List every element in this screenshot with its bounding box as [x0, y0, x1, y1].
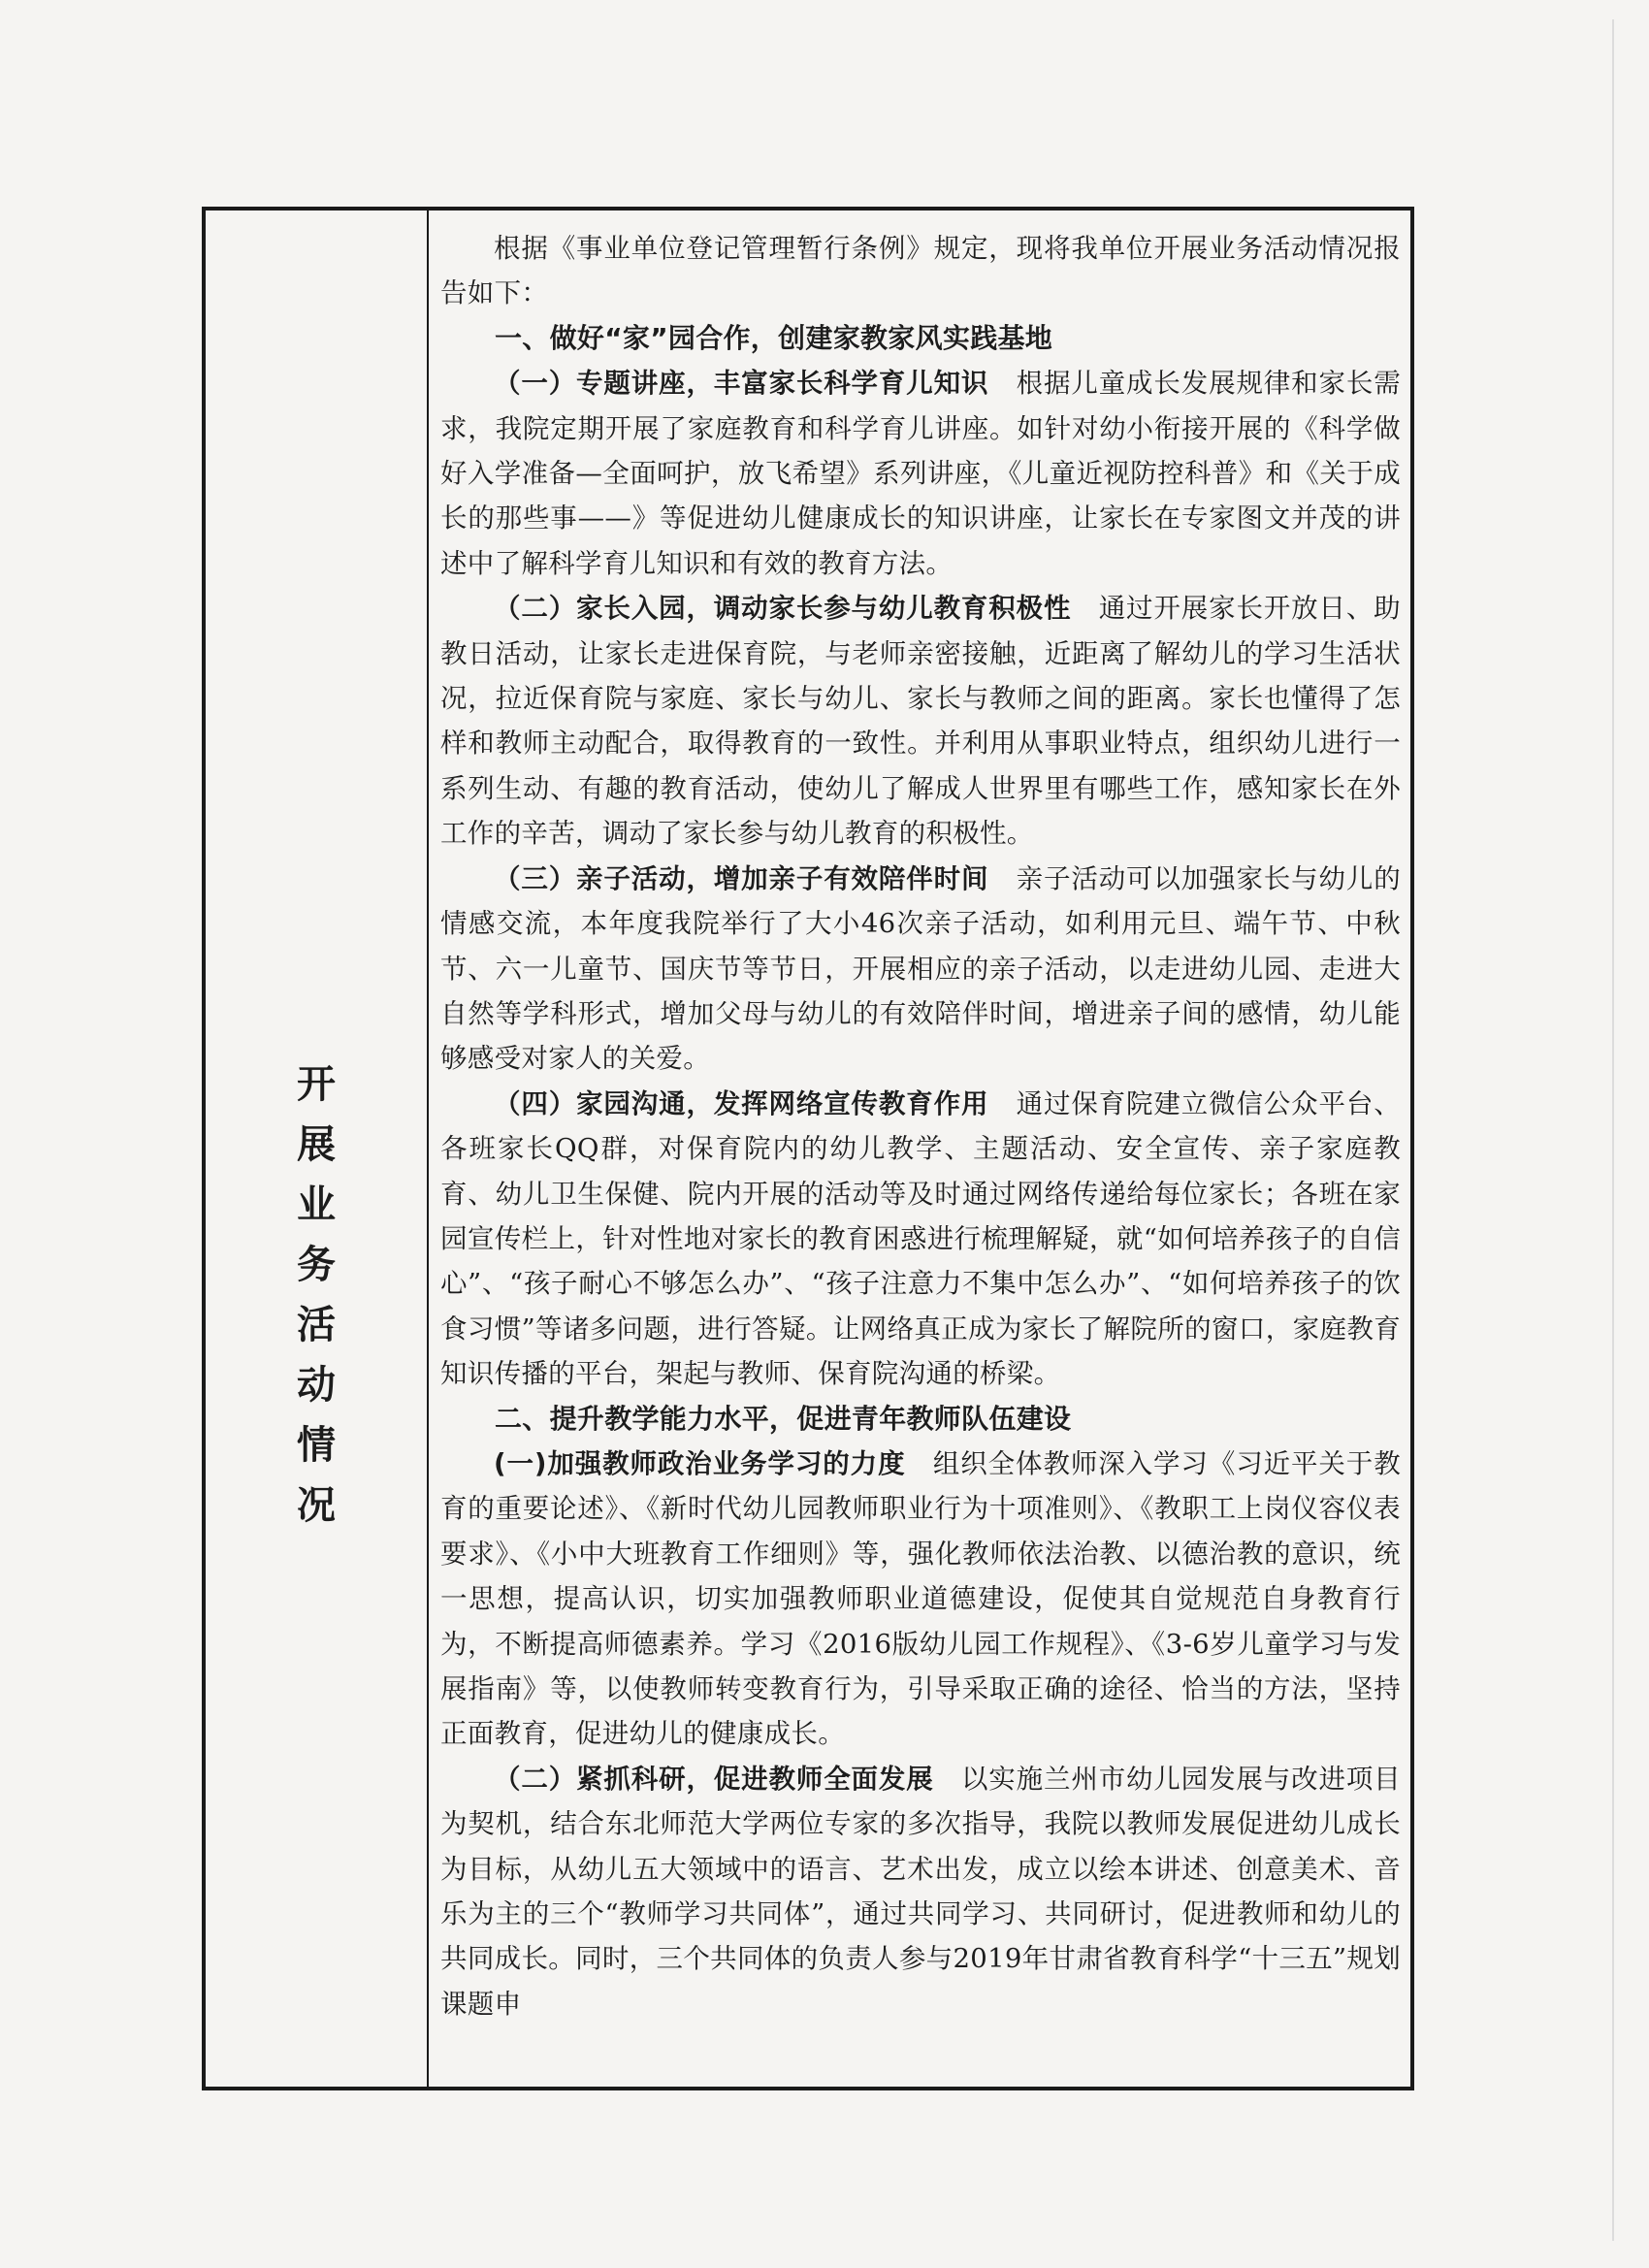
body-paragraph [440, 1082, 1401, 1397]
paragraph-subtitle: （二）家长入园，调动家长参与幼儿教育积极性 [494, 593, 1072, 625]
paragraph-text: 以实施兰州市幼儿园发展与改进项目为契机，结合东北师范大学两位专家的多次指导，我院以教师发展促进幼儿成长为目标，从幼儿五大领域中的语言、艺术出发，成立以绘本讲述、创意美术、音乐为主的三个“教师学习共同体”，通过共同学习、共同研讨，促进教师和幼儿的共同成长。同时，三个共同体的负责人参与2019年甘肃省教育科学“十三五”规划课题申 [440, 1763, 1401, 2020]
label-cell [206, 211, 429, 2087]
content-cell [429, 211, 1410, 2087]
body-paragraph [440, 361, 1401, 586]
section-heading [440, 316, 1401, 361]
paragraph-subtitle: （一）专题讲座，丰富家长科学育儿知识 [494, 368, 989, 400]
side-label [206, 1054, 427, 1536]
paragraph-subtitle: （四）家园沟通，发挥网络宣传教育作用 [494, 1087, 989, 1119]
paragraph-text: 通过开展家长开放日、助教日活动，让家长走进保育院，与老师亲密接触，近距离了解幼儿的学习生活状况，拉近保育院与家庭、家长与幼儿、家长与教师之间的距离。家长也懂得了怎样和教师主动配合，取得教育的一致性。并利用从事职业特点，组织幼儿进行一系列生动、有趣的教育活动，使幼儿了解成人世界里有哪些工作，感知家长在外工作的辛苦，调动了家长参与幼儿教育的积极性。 [440, 593, 1401, 850]
paragraph-text: 通过保育院建立微信公众平台、各班家长QQ群，对保育院内的幼儿教学、主题活动、安全宣传、亲子家庭教育、幼儿卫生保健、院内开展的活动等及时通过网络传递给每位家长；各班在家园宣传栏上，针对性地对家长的教育困惑进行梳理解疑，就“如何培养孩子的自信心”、“孩子耐心不够怎么办”、“孩子注意力不集中怎么办”、“如何培养孩子的饮食习惯”等诸多问题，进行答疑。让网络真正成为家长了解院所的窗口，家庭教育知识传播的平台，架起与教师、保育院沟通的桥梁。 [440, 1087, 1401, 1390]
side-label-char: 展 [297, 1121, 336, 1167]
side-label-char: 动 [297, 1362, 336, 1408]
page-edge [1612, 19, 1614, 2241]
side-label-char: 业 [297, 1182, 336, 1227]
paragraph-text: 根据儿童成长发展规律和家长需求，我院定期开展了家庭教育和科学育儿讲座。如针对幼小衔接开展的《科学做好入学准备—全面呵护，放飞希望》系列讲座，《儿童近视防控科普》和《关于成长的那些事——》等促进幼儿健康成长的知识讲座，让家长在专家图文并茂的讲述中了解科学育儿知识和有效的教育方法。 [440, 368, 1401, 579]
section-heading [440, 1397, 1401, 1442]
body-paragraph [440, 586, 1401, 856]
side-label-char: 开 [297, 1061, 336, 1107]
body-paragraph [440, 1757, 1401, 2026]
side-label-char: 况 [297, 1482, 336, 1528]
paragraph-subtitle: （二）紧抓科研，促进教师全面发展 [494, 1763, 934, 1795]
side-label-char: 务 [297, 1242, 336, 1287]
section-title: 二、提升教学能力水平，促进青年教师队伍建设 [495, 1402, 1072, 1435]
body-paragraph [440, 1442, 1401, 1757]
paragraph-text: 亲子活动可以加强家长与幼儿的情感交流，本年度我院举行了大小46次亲子活动，如利用元旦、端午节、中秋节、六一儿童节、国庆节等节日，开展相应的亲子活动，以走进幼儿园、走进大自然等学科形式，增加父母与幼儿的有效陪伴时间，增进亲子间的感情，幼儿能够感受对家人的关爱。 [440, 862, 1401, 1075]
body-paragraph [440, 857, 1401, 1082]
paragraph-text: 根据《事业单位登记管理暂行条例》规定，现将我单位开展业务活动情况报告如下： [440, 233, 1401, 309]
paragraph-subtitle: (一)加强教师政治业务学习的力度 [494, 1447, 906, 1479]
section-title: 一、做好“家”园合作，创建家教家风实践基地 [495, 321, 1053, 354]
paragraph-subtitle: （三）亲子活动，增加亲子有效陪伴时间 [494, 862, 989, 894]
side-label-char: 情 [297, 1422, 336, 1468]
side-label-char: 活 [297, 1302, 336, 1347]
intro-paragraph [440, 226, 1401, 316]
report-table [202, 207, 1414, 2090]
paragraph-text: 组织全体教师深入学习《习近平关于教育的重要论述》、《新时代幼儿园教师职业行为十项准则》、《教职工上岗仪容仪表要求》、《小中大班教育工作细则》等，强化教师依法治教、以德治教的意识，统一思想，提高认识，切实加强教师职业道德建设，促使其自觉规范自身教育行为，不断提高师德素养。学习《2016版幼儿园工作规程》、《3-6岁儿童学习与发展指南》等，以使教师转变教育行为，引导采取正确的途径、恰当的方法，坚持正面教育，促进幼儿的健康成长。 [440, 1447, 1401, 1750]
